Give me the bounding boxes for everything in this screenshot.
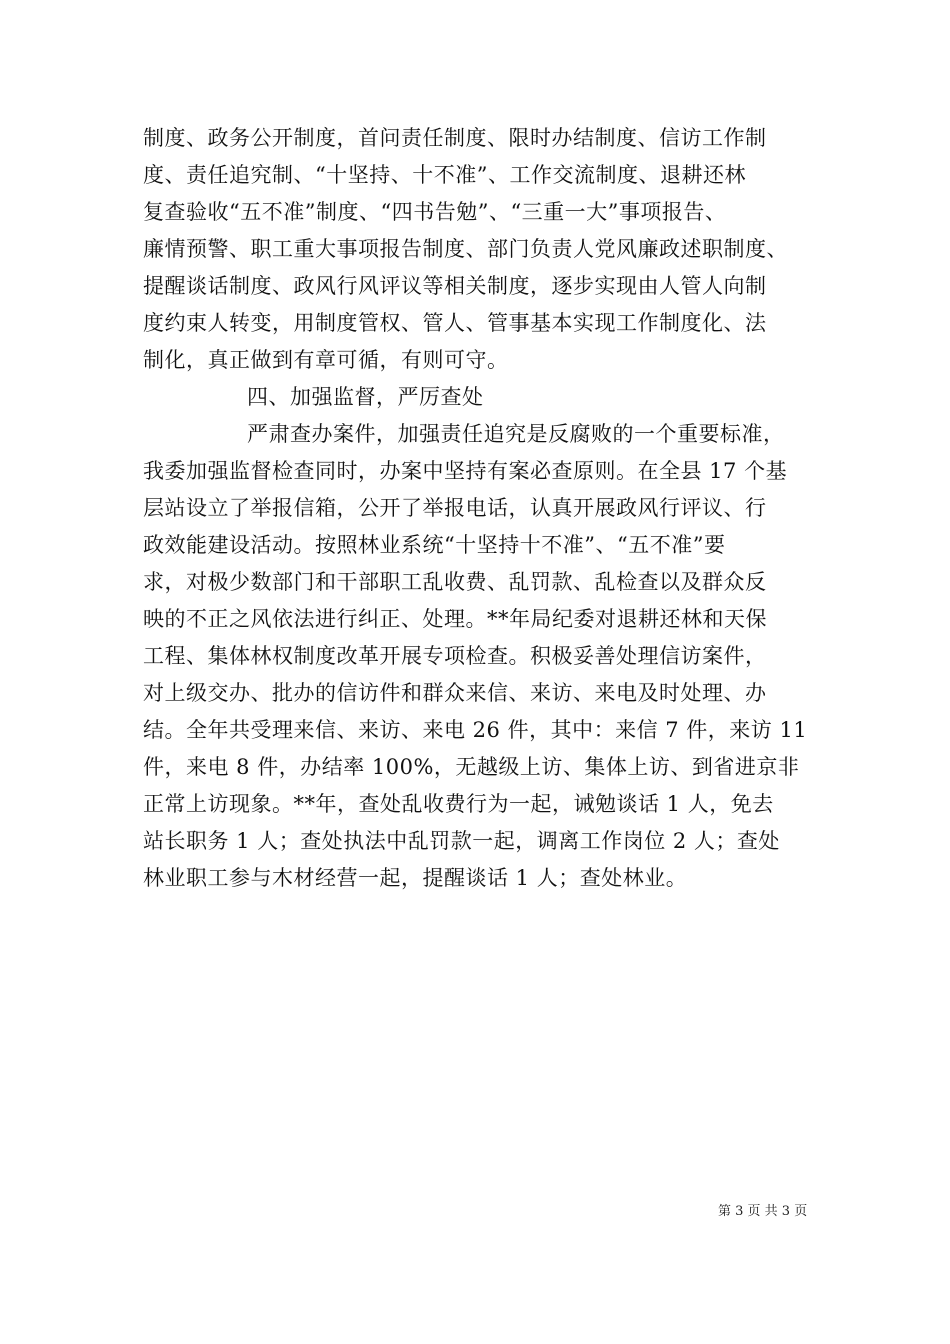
- text-line: 度约束人转变，用制度管权、管人、管事基本实现工作制度化、法: [143, 311, 767, 335]
- text-line: 结。全年共受理来信、来访、来电 26 件，其中：来信 7 件，来访 11: [143, 718, 808, 742]
- text-line: 对上级交办、批办的信访件和群众来信、来访、来电及时处理、办: [143, 681, 767, 705]
- text-line: 件，来电 8 件，办结率 100%，无越级上访、集体上访、到省进京非: [143, 755, 800, 779]
- text-line: 站长职务 1 人；查处执法中乱罚款一起，调离工作岗位 2 人；查处: [143, 829, 780, 853]
- section-heading: 四、加强监督，严厉查处: [247, 385, 484, 409]
- text-line: 复查验收“五不准”制度、“四书告勉”、“三重一大”事项报告、: [143, 200, 727, 224]
- page-number: 第 3 页 共 3 页: [718, 1204, 808, 1219]
- text-line: 度、责任追究制、“十坚持、十不准”、工作交流制度、退耕还林: [143, 163, 746, 187]
- text-line: 我委加强监督检查同时，办案中坚持有案必查原则。在全县 17 个基: [143, 459, 788, 483]
- text-line: 求，对极少数部门和干部职工乱收费、乱罚款、乱检查以及群众反: [143, 570, 767, 594]
- text-line: 制度、政务公开制度，首问责任制度、限时办结制度、信访工作制: [143, 126, 767, 150]
- text-line: 层站设立了举报信箱，公开了举报电话，认真开展政风行评议、行: [143, 496, 767, 520]
- text-line: 提醒谈话制度、政风行风评议等相关制度，逐步实现由人管人向制: [143, 274, 767, 298]
- paragraph-first-line: 严肃查办案件，加强责任追究是反腐败的一个重要标准，: [247, 422, 785, 446]
- text-line: 制化，真正做到有章可循，有则可守。: [143, 348, 509, 372]
- text-line: 廉情预警、职工重大事项报告制度、部门负责人党风廉政述职制度、: [143, 237, 788, 261]
- text-line: 林业职工参与木材经营一起，提醒谈话 1 人；查处林业。: [143, 866, 688, 890]
- text-line: 映的不正之风依法进行纠正、处理。**年局纪委对退耕还林和天保: [143, 607, 767, 631]
- text-line: 政效能建设活动。按照林业系统“十坚持十不准”、“五不准”要: [143, 533, 726, 557]
- text-line: 正常上访现象。**年，查处乱收费行为一起，诫勉谈话 1 人，免去: [143, 792, 774, 816]
- text-line: 工程、集体林权制度改革开展专项检查。积极妥善处理信访案件，: [143, 644, 767, 668]
